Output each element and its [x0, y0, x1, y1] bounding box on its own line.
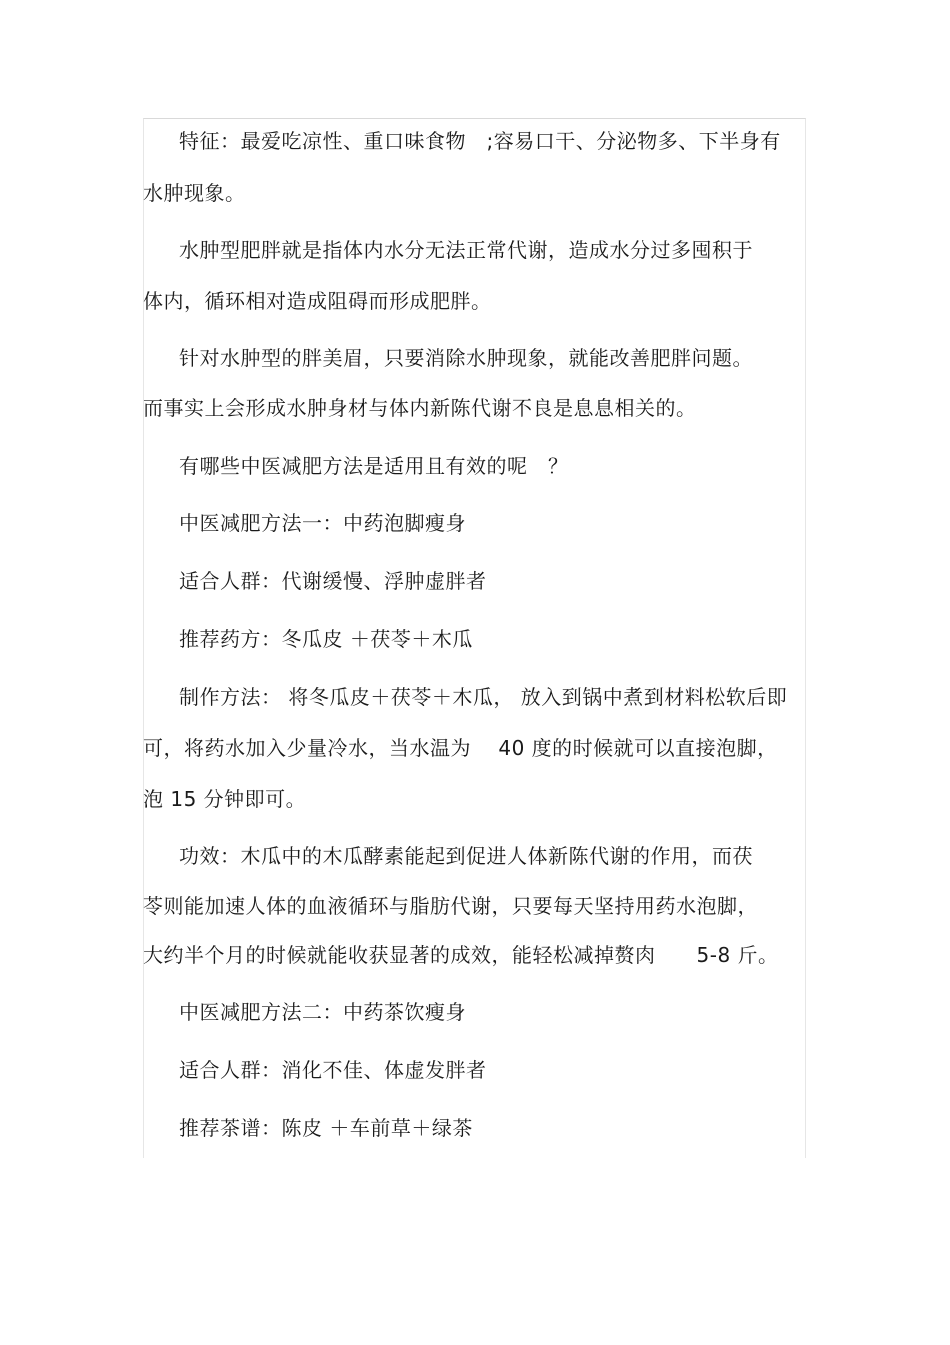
text-line: 适合人群：消化不佳、体虚发胖者	[179, 1058, 487, 1082]
text-line: 推荐药方：冬瓜皮 ＋茯苓＋木瓜	[179, 627, 473, 651]
text-line: 有哪些中医减肥方法是适用且有效的呢 ？	[179, 454, 569, 478]
text-line: 可，将药水加入少量冷水，当水温为 40 度的时候就可以直接泡脚，	[143, 736, 778, 760]
text-line: 泡 15 分钟即可。	[143, 787, 307, 811]
text-line: 大约半个月的时候就能收获显著的成效，能轻松减掉赘肉 5-8 斤。	[143, 943, 779, 967]
section-heading: 中医减肥方法一：中药泡脚瘦身	[179, 511, 466, 535]
text-line: 针对水肿型的胖美眉，只要消除水肿现象，就能改善肥胖问题。	[179, 346, 753, 370]
text-line: 水肿型肥胖就是指体内水分无法正常代谢，造成水分过多囤积于	[179, 238, 753, 262]
text-line: 适合人群：代谢缓慢、浮肿虚胖者	[179, 569, 487, 593]
text-line: 推荐茶谱：陈皮 ＋车前草＋绿茶	[179, 1116, 473, 1140]
text-line: 功效：木瓜中的木瓜酵素能起到促进人体新陈代谢的作用，而茯	[179, 844, 753, 868]
text-line: 苓则能加速人体的血液循环与脂肪代谢，只要每天坚持用药水泡脚，	[143, 894, 758, 918]
text-line: 体内，循环相对造成阻碍而形成肥胖。	[143, 289, 492, 313]
text-line: 制作方法： 将冬瓜皮＋茯苓＋木瓜， 放入到锅中煮到材料松软后即	[179, 685, 788, 709]
section-heading: 中医减肥方法二：中药茶饮瘦身	[179, 1000, 466, 1024]
text-line: 水肿现象。	[143, 181, 246, 205]
text-line: 特征：最爱吃凉性、重口味食物 ;容易口干、分泌物多、下半身有	[179, 129, 781, 153]
text-line: 而事实上会形成水肿身材与体内新陈代谢不良是息息相关的。	[143, 396, 697, 420]
